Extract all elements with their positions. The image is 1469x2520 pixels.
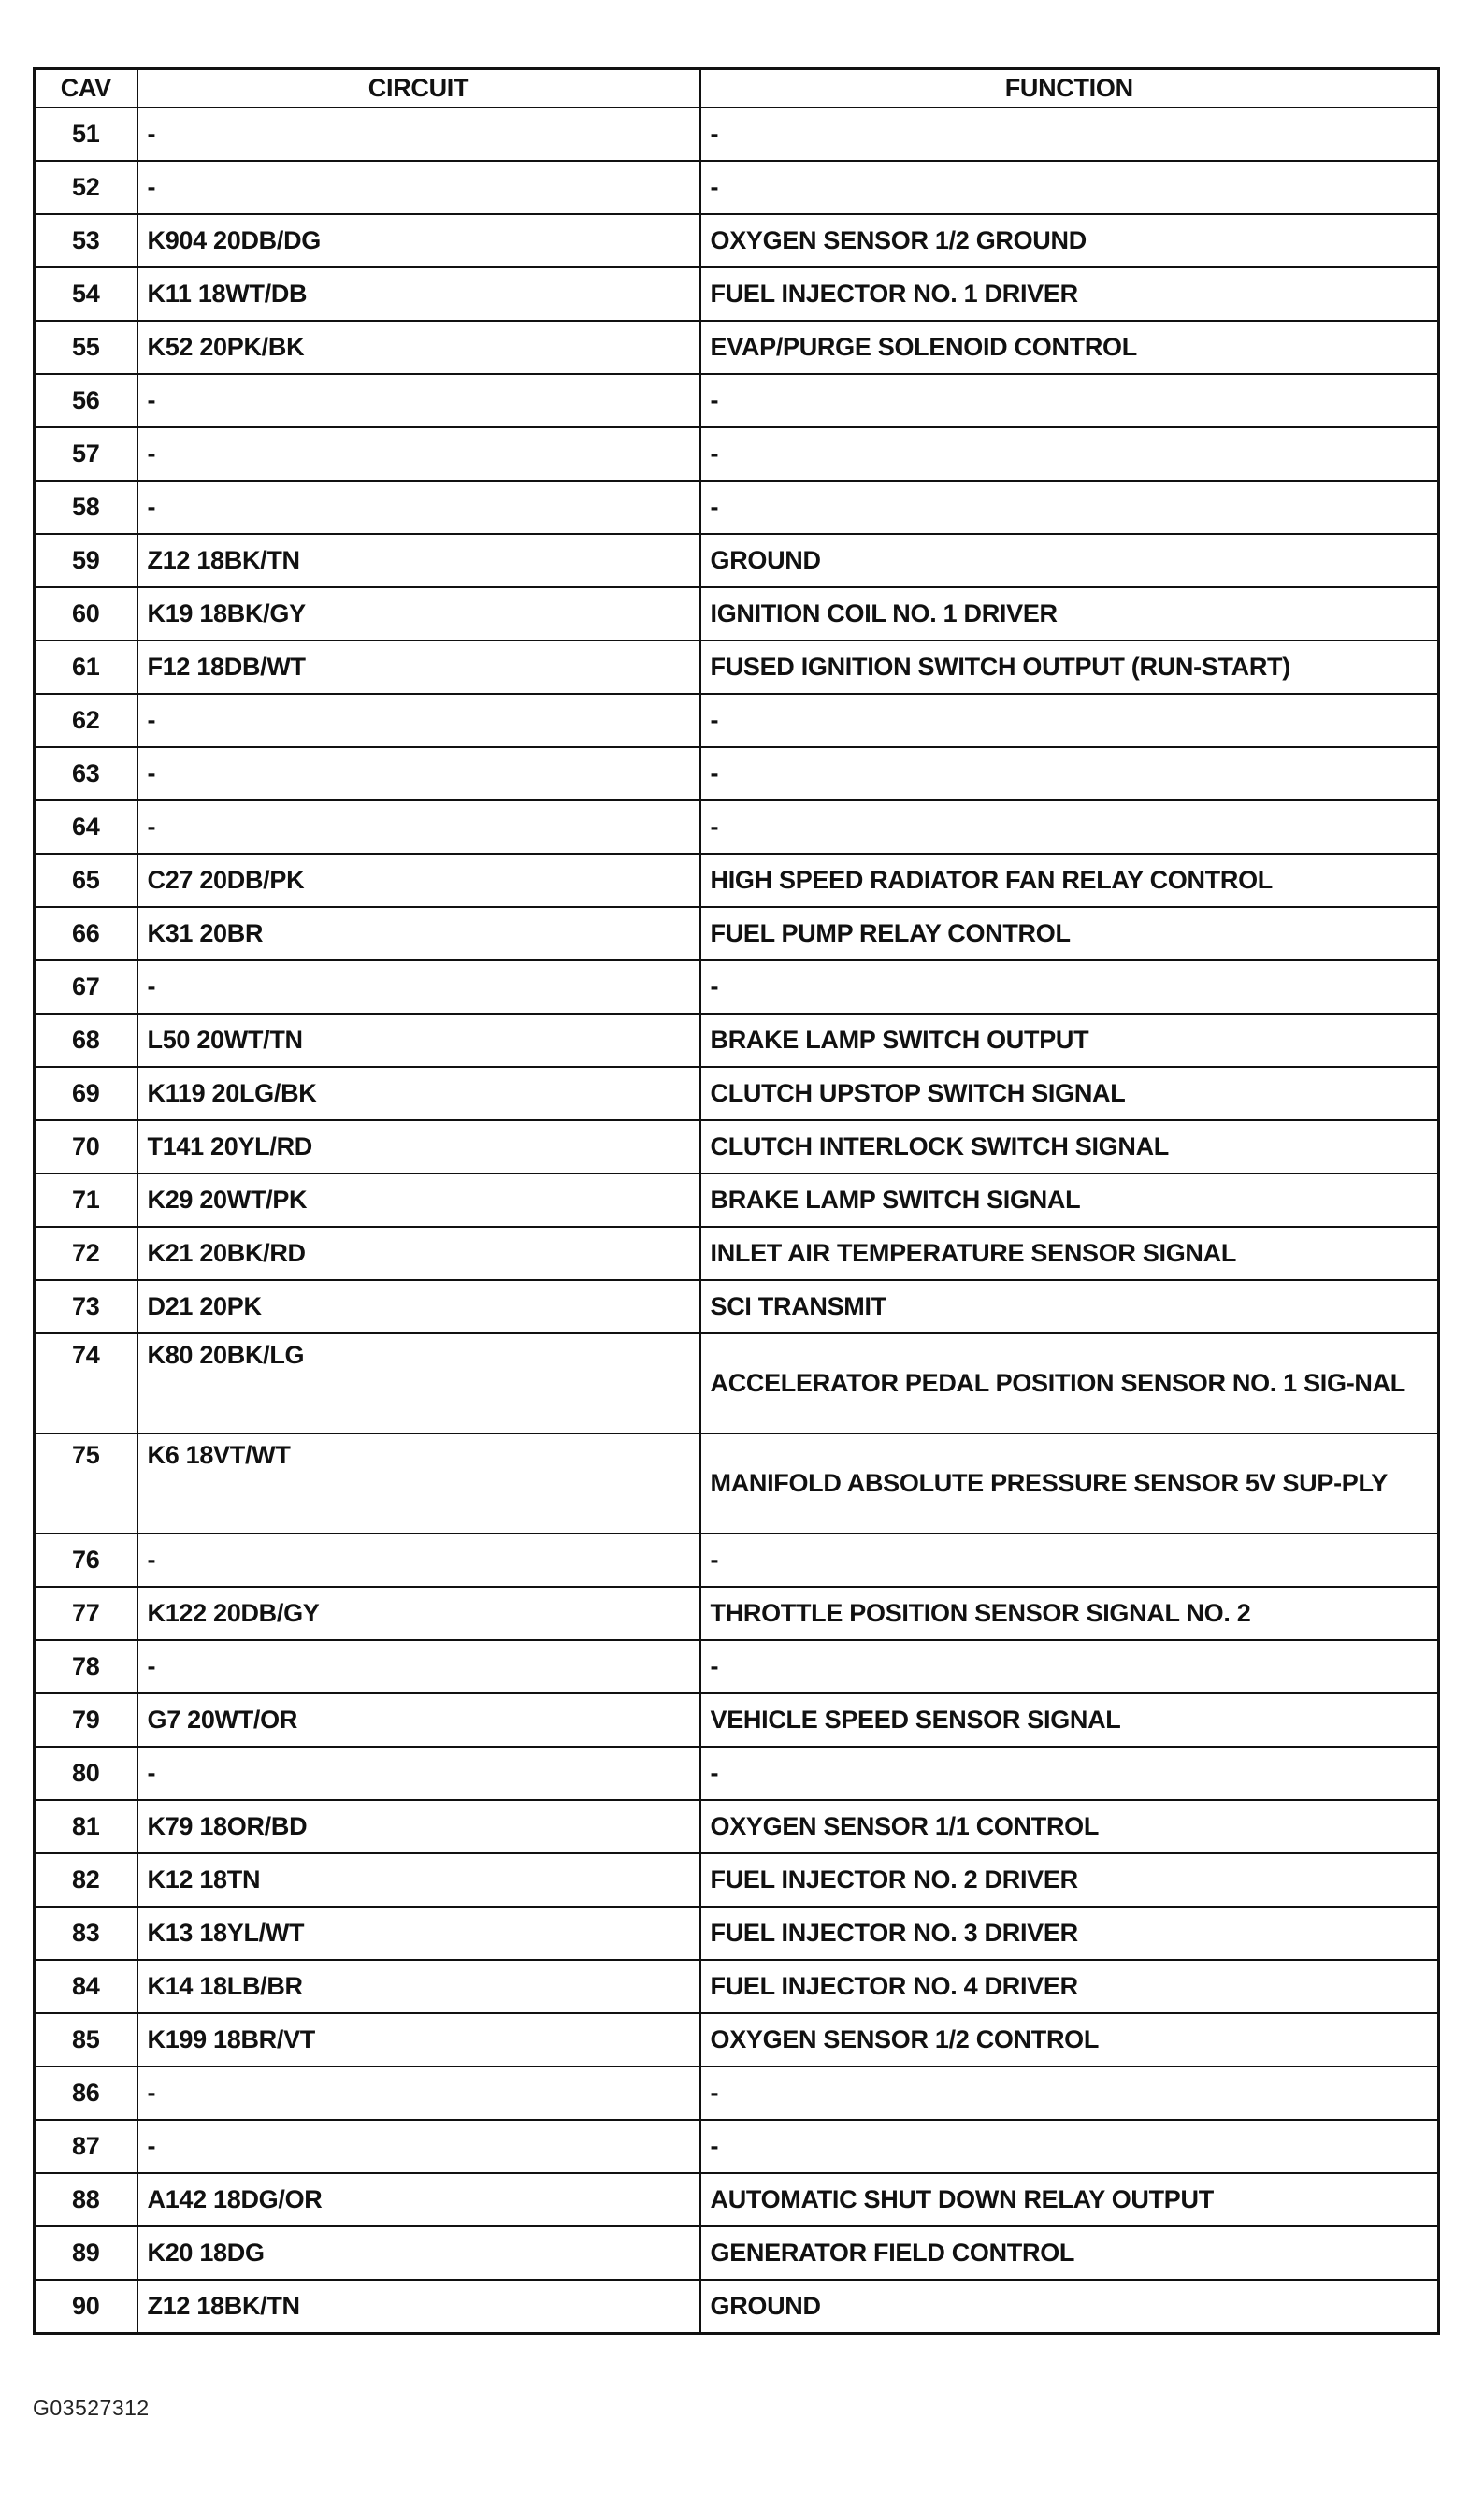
function-cell: BRAKE LAMP SWITCH SIGNAL: [700, 1174, 1439, 1227]
function-cell: FUEL PUMP RELAY CONTROL: [700, 907, 1439, 960]
function-cell: FUSED IGNITION SWITCH OUTPUT (RUN-START): [700, 641, 1439, 694]
circuit-cell: Z12 18BK/TN: [137, 2280, 700, 2334]
cavity-cell: 62: [35, 694, 137, 747]
circuit-cell: -: [137, 1640, 700, 1693]
table-row: [35, 374, 1439, 427]
circuit-cell: -: [137, 161, 700, 214]
function-cell: -: [700, 427, 1439, 481]
circuit-cell: K904 20DB/DG: [137, 214, 700, 267]
cavity-cell: 65: [35, 854, 137, 907]
circuit-cell: K199 18BR/VT: [137, 2013, 700, 2066]
cavity-cell: 67: [35, 960, 137, 1014]
cavity-cell: 66: [35, 907, 137, 960]
column-header-cav: CAV: [35, 69, 137, 108]
circuit-cell: T141 20YL/RD: [137, 1120, 700, 1174]
table-row: [35, 800, 1439, 854]
circuit-cell: A142 18DG/OR: [137, 2173, 700, 2226]
table-row: [35, 427, 1439, 481]
function-cell: THROTTLE POSITION SENSOR SIGNAL NO. 2: [700, 1587, 1439, 1640]
cavity-cell: 54: [35, 267, 137, 321]
function-cell: GROUND: [700, 534, 1439, 587]
connector-pinout-table: [33, 67, 1440, 2335]
table-row: [35, 2066, 1439, 2120]
function-cell: -: [700, 374, 1439, 427]
cavity-cell: 60: [35, 587, 137, 641]
function-cell: CLUTCH INTERLOCK SWITCH SIGNAL: [700, 1120, 1439, 1174]
cavity-cell: 58: [35, 481, 137, 534]
circuit-cell: K80 20BK/LG: [137, 1333, 700, 1433]
table-header-row: [35, 69, 1439, 108]
function-cell: EVAP/PURGE SOLENOID CONTROL: [700, 321, 1439, 374]
function-cell: GROUND: [700, 2280, 1439, 2334]
function-cell: FUEL INJECTOR NO. 2 DRIVER: [700, 1853, 1439, 1907]
circuit-cell: Z12 18BK/TN: [137, 534, 700, 587]
cavity-cell: 57: [35, 427, 137, 481]
circuit-cell: K12 18TN: [137, 1853, 700, 1907]
function-cell: AUTOMATIC SHUT DOWN RELAY OUTPUT: [700, 2173, 1439, 2226]
circuit-cell: K79 18OR/BD: [137, 1800, 700, 1853]
cavity-cell: 84: [35, 1960, 137, 2013]
cavity-cell: 83: [35, 1907, 137, 1960]
table-row: [35, 1747, 1439, 1800]
cavity-cell: 71: [35, 1174, 137, 1227]
table-row: [35, 907, 1439, 960]
column-header-function: FUNCTION: [700, 69, 1439, 108]
circuit-cell: -: [137, 2120, 700, 2173]
cavity-cell: 59: [35, 534, 137, 587]
table-row: [35, 108, 1439, 161]
table-row: [35, 321, 1439, 374]
table-row: [35, 1227, 1439, 1280]
function-cell: -: [700, 108, 1439, 161]
function-cell: -: [700, 800, 1439, 854]
circuit-cell: F12 18DB/WT: [137, 641, 700, 694]
function-cell: -: [700, 481, 1439, 534]
circuit-cell: K14 18LB/BR: [137, 1960, 700, 2013]
table-row: [35, 694, 1439, 747]
circuit-cell: K20 18DG: [137, 2226, 700, 2280]
function-cell: -: [700, 2120, 1439, 2173]
function-cell: -: [700, 747, 1439, 800]
table-row: [35, 1800, 1439, 1853]
cavity-cell: 88: [35, 2173, 137, 2226]
cavity-cell: 69: [35, 1067, 137, 1120]
function-cell: BRAKE LAMP SWITCH OUTPUT: [700, 1014, 1439, 1067]
table-row: [35, 1693, 1439, 1747]
cavity-cell: 74: [35, 1333, 137, 1433]
function-cell: -: [700, 1747, 1439, 1800]
circuit-cell: -: [137, 960, 700, 1014]
table-row: [35, 1960, 1439, 2013]
circuit-cell: K13 18YL/WT: [137, 1907, 700, 1960]
connector-pinout-sheet: [33, 67, 1437, 2335]
table-row: [35, 2120, 1439, 2173]
cavity-cell: 51: [35, 108, 137, 161]
function-cell: -: [700, 2066, 1439, 2120]
cavity-cell: 63: [35, 747, 137, 800]
table-row: [35, 2280, 1439, 2334]
table-row: [35, 1587, 1439, 1640]
table-row: [35, 747, 1439, 800]
function-cell: INLET AIR TEMPERATURE SENSOR SIGNAL: [700, 1227, 1439, 1280]
circuit-cell: -: [137, 2066, 700, 2120]
column-header-circuit: CIRCUIT: [137, 69, 700, 108]
cavity-cell: 73: [35, 1280, 137, 1333]
table-row: [35, 1853, 1439, 1907]
cavity-cell: 86: [35, 2066, 137, 2120]
table-row: [35, 587, 1439, 641]
function-cell: -: [700, 960, 1439, 1014]
table-row: [35, 854, 1439, 907]
circuit-cell: K52 20PK/BK: [137, 321, 700, 374]
circuit-cell: -: [137, 694, 700, 747]
function-cell: OXYGEN SENSOR 1/2 CONTROL: [700, 2013, 1439, 2066]
cavity-cell: 89: [35, 2226, 137, 2280]
cavity-cell: 80: [35, 1747, 137, 1800]
table-row: [35, 1640, 1439, 1693]
cavity-cell: 53: [35, 214, 137, 267]
cavity-cell: 81: [35, 1800, 137, 1853]
cavity-cell: 79: [35, 1693, 137, 1747]
circuit-cell: K122 20DB/GY: [137, 1587, 700, 1640]
circuit-cell: C27 20DB/PK: [137, 854, 700, 907]
circuit-cell: -: [137, 427, 700, 481]
function-cell: -: [700, 1640, 1439, 1693]
circuit-cell: K29 20WT/PK: [137, 1174, 700, 1227]
circuit-cell: G7 20WT/OR: [137, 1693, 700, 1747]
cavity-cell: 55: [35, 321, 137, 374]
table-row: [35, 1280, 1439, 1333]
table-row: [35, 2013, 1439, 2066]
table-row: [35, 1174, 1439, 1227]
table-row: [35, 534, 1439, 587]
table-row: [35, 161, 1439, 214]
function-cell: SCI TRANSMIT: [700, 1280, 1439, 1333]
table-row: [35, 960, 1439, 1014]
circuit-cell: -: [137, 481, 700, 534]
table-row: [35, 1433, 1439, 1534]
table-row: [35, 481, 1439, 534]
table-row: [35, 214, 1439, 267]
function-cell: -: [700, 1534, 1439, 1587]
table-row: [35, 1907, 1439, 1960]
circuit-cell: -: [137, 747, 700, 800]
circuit-cell: K31 20BR: [137, 907, 700, 960]
function-cell: GENERATOR FIELD CONTROL: [700, 2226, 1439, 2280]
cavity-cell: 75: [35, 1433, 137, 1534]
table-row: [35, 2173, 1439, 2226]
circuit-cell: -: [137, 374, 700, 427]
table-row: [35, 1333, 1439, 1433]
cavity-cell: 64: [35, 800, 137, 854]
function-cell: FUEL INJECTOR NO. 4 DRIVER: [700, 1960, 1439, 2013]
cavity-cell: 68: [35, 1014, 137, 1067]
cavity-cell: 52: [35, 161, 137, 214]
circuit-cell: D21 20PK: [137, 1280, 700, 1333]
cavity-cell: 72: [35, 1227, 137, 1280]
figure-id: G03527312: [33, 2396, 150, 2420]
table-row: [35, 2226, 1439, 2280]
circuit-cell: -: [137, 1534, 700, 1587]
circuit-cell: -: [137, 1747, 700, 1800]
function-cell: FUEL INJECTOR NO. 3 DRIVER: [700, 1907, 1439, 1960]
circuit-cell: -: [137, 108, 700, 161]
function-cell: OXYGEN SENSOR 1/2 GROUND: [700, 214, 1439, 267]
function-cell: VEHICLE SPEED SENSOR SIGNAL: [700, 1693, 1439, 1747]
cavity-cell: 90: [35, 2280, 137, 2334]
circuit-cell: K11 18WT/DB: [137, 267, 700, 321]
function-cell: OXYGEN SENSOR 1/1 CONTROL: [700, 1800, 1439, 1853]
function-cell: CLUTCH UPSTOP SWITCH SIGNAL: [700, 1067, 1439, 1120]
circuit-cell: K6 18VT/WT: [137, 1433, 700, 1534]
function-cell: HIGH SPEED RADIATOR FAN RELAY CONTROL: [700, 854, 1439, 907]
function-cell: -: [700, 161, 1439, 214]
cavity-cell: 87: [35, 2120, 137, 2173]
table-row: [35, 1014, 1439, 1067]
function-cell: MANIFOLD ABSOLUTE PRESSURE SENSOR 5V SUP-PLY: [700, 1433, 1439, 1534]
function-cell: IGNITION COIL NO. 1 DRIVER: [700, 587, 1439, 641]
cavity-cell: 56: [35, 374, 137, 427]
table-row: [35, 1120, 1439, 1174]
table-row: [35, 267, 1439, 321]
table-row: [35, 1534, 1439, 1587]
table-body: [35, 108, 1439, 2334]
circuit-cell: K19 18BK/GY: [137, 587, 700, 641]
circuit-cell: -: [137, 800, 700, 854]
table-row: [35, 641, 1439, 694]
cavity-cell: 78: [35, 1640, 137, 1693]
function-cell: ACCELERATOR PEDAL POSITION SENSOR NO. 1 SIG-NAL: [700, 1333, 1439, 1433]
cavity-cell: 85: [35, 2013, 137, 2066]
cavity-cell: 77: [35, 1587, 137, 1640]
cavity-cell: 82: [35, 1853, 137, 1907]
circuit-cell: K119 20LG/BK: [137, 1067, 700, 1120]
function-cell: FUEL INJECTOR NO. 1 DRIVER: [700, 267, 1439, 321]
circuit-cell: K21 20BK/RD: [137, 1227, 700, 1280]
cavity-cell: 76: [35, 1534, 137, 1587]
table-row: [35, 1067, 1439, 1120]
cavity-cell: 61: [35, 641, 137, 694]
cavity-cell: 70: [35, 1120, 137, 1174]
function-cell: -: [700, 694, 1439, 747]
circuit-cell: L50 20WT/TN: [137, 1014, 700, 1067]
